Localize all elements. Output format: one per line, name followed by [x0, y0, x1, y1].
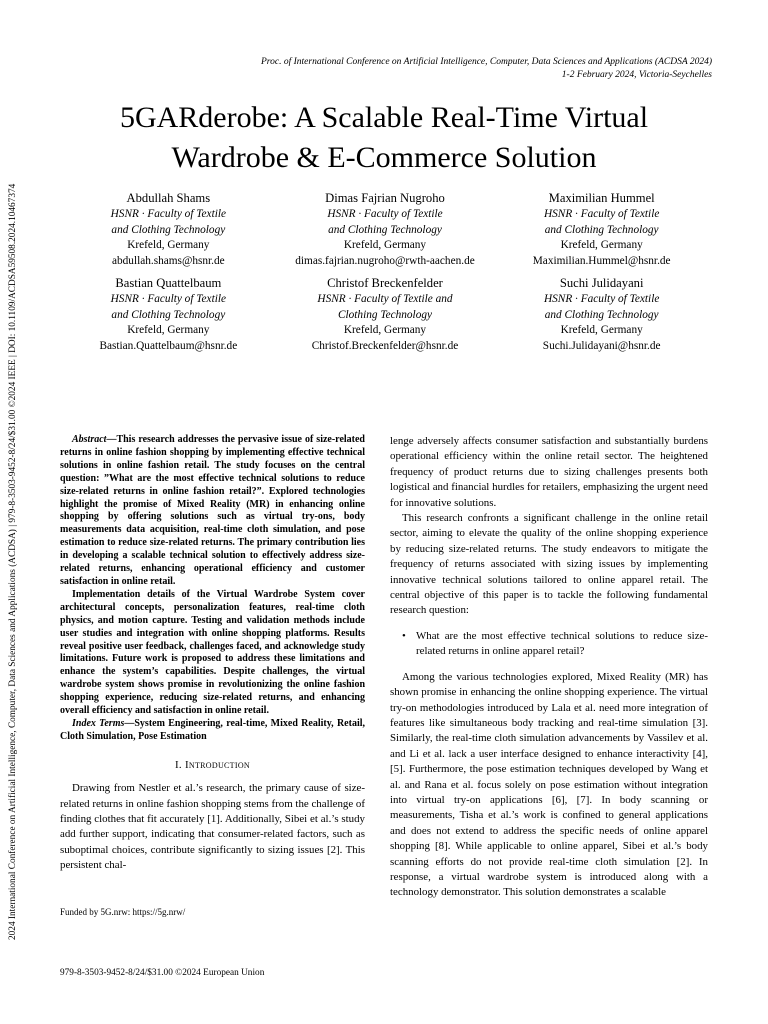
author-name: Suchi Julidayani — [559, 276, 644, 290]
bullet-icon: • — [402, 629, 406, 642]
doi-text: 2024 International Conference on Artificial Intelligence, Computer, Data Sciences and Applications (ACDSA) | 979-8-3503-9452-8/24/$31.00 ©2024 IEEE | DOI: 10.1109/ACDSA59508.2024.10467374 — [8, 183, 18, 940]
author-city: Krefeld, Germany — [127, 324, 210, 336]
author-city: Krefeld, Germany — [560, 324, 643, 336]
author-affiliation: and Clothing Technology — [328, 223, 442, 236]
abstract-text: —This research addresses the pervasive issue of size-related returns in online fashion shopping by implementing effective technical solutions in online fashion retail. The study focuses on the central question: ”What are the most effective technical solutions to reduce size-related returns in online fashion retail?”. Explored technologies highlight the promise of Mixed Reality (MR) in enhancing online shopping by offering solutions such as virtual try-ons, body measurements data acquisition, real-time cloth simulation, and pose estimation to reduce size-related returns. The primary contribution lies in developing a scalable technical solution to effectively address size-related returns, enhancing operational efficiency and customer satisfaction in online retail. — [60, 434, 365, 587]
author-email[interactable]: dimas.fajrian.nugroho@rwth-aachen.de — [295, 254, 475, 267]
author-email[interactable]: abdullah.shams@hsnr.de — [111, 254, 225, 267]
author-affiliation: HSNR · Faculty of Textile — [110, 293, 226, 305]
author-affiliation: and Clothing Technology — [544, 223, 659, 236]
author-email[interactable]: Suchi.Julidayani@hsnr.de — [542, 339, 661, 352]
research-question-bullet — [390, 629, 708, 660]
index-terms-lead: Index Terms — [72, 717, 125, 729]
author-name: Christof Breckenfelder — [327, 276, 443, 290]
abstract-lead: Abstract — [72, 434, 107, 445]
author-card — [493, 275, 710, 354]
bullet-text: What are the most effective technical solutions to reduce size-related returns in online apparel retail? — [416, 629, 708, 658]
doi-side-strip — [6, 90, 24, 940]
author-affiliation: Clothing Technology — [337, 308, 433, 321]
abstract-paragraph — [60, 434, 365, 589]
author-name: Abdullah Shams — [126, 191, 211, 205]
author-affiliation: HSNR · Faculty of Textile — [543, 293, 660, 305]
conference-header — [261, 56, 712, 82]
author-card — [60, 275, 277, 354]
paper-title — [60, 98, 708, 178]
section-heading: I. Introduction — [175, 758, 250, 771]
title-line-1: 5GARderobe: A Scalable Real-Time Virtual — [119, 101, 649, 134]
author-card — [277, 190, 494, 269]
author-name: Bastian Quattelbaum — [115, 276, 222, 290]
index-terms — [60, 718, 365, 744]
author-block — [60, 190, 710, 354]
author-affiliation: and Clothing Technology — [544, 308, 659, 321]
author-affiliation: and Clothing Technology — [111, 308, 226, 321]
left-column — [60, 434, 365, 874]
author-card — [60, 190, 277, 269]
author-city: Krefeld, Germany — [127, 239, 210, 251]
author-name: Dimas Fajrian Nugroho — [325, 191, 445, 205]
author-card — [277, 275, 494, 354]
author-email[interactable]: Bastian.Quattelbaum@hsnr.de — [99, 339, 238, 352]
author-email[interactable]: Maximilian.Hummel@hsnr.de — [532, 254, 671, 267]
abstract-paragraph-2: Implementation details of the Virtual Wardrobe System cover architectural concepts, personalization features, real-time cloth physics, and motion capture. Testing and validation methods include user studies and integration with online shopping platforms. Results reveal positive user feedback, challenges faced, and acknowledge study limitations. Future work is proposed to address these limitations and enhance the system’s capabilities. Despite challenges, the virtual wardrobe system shows promise in revolutionizing the online fashion shopping experience, reducing size-related returns, and enhancing overall efficiency and satisfaction in online retail. — [60, 588, 365, 717]
intro-continuation: lenge adversely affects consumer satisfaction and substantially burdens operational efficiency within the online retail sector. The heightened frequency of product returns due to sizing challenges presents both logistical and financial hurdles for retailers, emphasizing the urgent need for innovative solutions. — [390, 435, 708, 509]
author-affiliation: HSNR · Faculty of Textile and — [317, 293, 453, 305]
intro-paragraph: Drawing from Nestler et al.’s research, the primary cause of size-related returns in online fashion shopping stems from the challenge of finding clothes that fit accurately [1]. Additionally, Sibei et al.’s study add further support, indicating that consumer-related factors, such as suboptimal choices, contribute significantly to sizing issues [2]. This persistent chal- — [60, 782, 365, 872]
conference-line-1: Proc. of International Conference on Artificial Intelligence, Computer, Data Sciences and Applications (ACDSA 2024) — [260, 57, 712, 67]
author-affiliation: HSNR · Faculty of Textile — [543, 208, 660, 220]
author-affiliation: HSNR · Faculty of Textile — [327, 208, 443, 220]
author-name: Maximilian Hummel — [548, 191, 655, 205]
author-city: Krefeld, Germany — [343, 324, 427, 336]
research-paragraph: This research confronts a significant challenge in the online retail sector, aiming to elevate the quality of the online shopping experience by reducing size-related returns. The study endeavors to mitigate the frequency of returns associated with sizing issues by implementing innovative technical solutions tailored to online apparel retail. The central objective of this paper is to tackle the following fundamental research question: — [390, 512, 708, 617]
right-column — [390, 434, 708, 901]
conference-line-2: 1-2 February 2024, Victoria-Seychelles — [561, 70, 712, 80]
author-card — [493, 190, 710, 269]
author-city: Krefeld, Germany — [343, 239, 427, 251]
funding-footnote: Funded by 5G.nrw: https://5g.nrw/ — [60, 907, 186, 917]
author-email[interactable]: Christof.Breckenfelder@hsnr.de — [311, 339, 459, 352]
index-terms-text: —System Engineering, real-time, Mixed Reality, Retail, Cloth Simulation, Pose Estimation — [60, 717, 365, 742]
copyright-line: 979-8-3503-9452-8/24/$31.00 ©2024 European Union — [60, 968, 265, 978]
title-line-2: Wardrobe & E-Commerce Solution — [171, 141, 597, 174]
technologies-paragraph: Among the various technologies explored, Mixed Reality (MR) has shown promise in enhancing the online shopping experience. The virtual try-on methodologies introduced by Lala et al. need more integration of features like simultaneous body tracking and real-time simulation [3]. Similarly, the real-time cloth simulation advancements by Vassilev et al. and Li et al. lack a user interface designed to enhance interactivity [4], [5]. Furthermore, the pose estimation techniques developed by Wang et al. and Rana et al. focus solely on pose estimation without integration into virtual try-on applications [6], [7]. In body scanning or measurements, Tisha et al.’s work is confined to general applications and does not extend to address the specific needs of online apparel shopping [8]. While applicable to online apparel, Sibei et al.’s body scanning efforts do not provide real-time cloth simulation [2]. In response, a virtual wardrobe system is introduced along with a technology demonstrator. This solution demonstrates a scalable — [390, 670, 708, 899]
author-city: Krefeld, Germany — [560, 239, 643, 251]
author-affiliation: and Clothing Technology — [111, 223, 226, 236]
author-affiliation: HSNR · Faculty of Textile — [110, 208, 226, 220]
